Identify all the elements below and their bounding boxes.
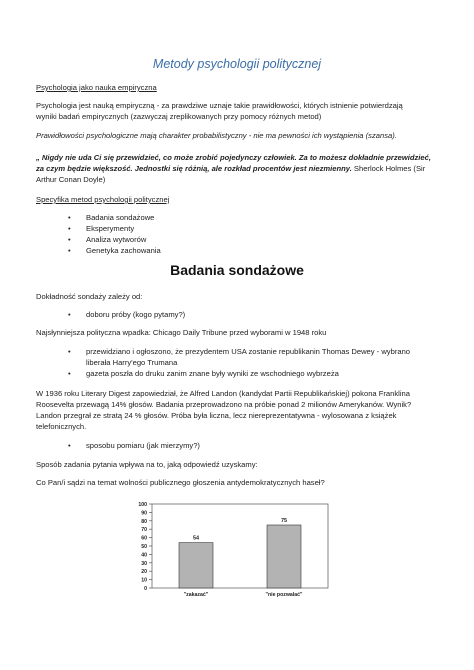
y-tick-label: 40 [141,552,147,559]
quote-line: „ Nigdy nie uda Ci się przewidzieć, co może zrobić pojedynczy człowiek. Za to możesz dokładnie przewidzieć, [36,153,431,162]
list-item [68,346,411,357]
y-tick-label: 80 [141,518,147,525]
list-item [68,245,161,256]
paragraph: Najsłynniejsza polityczna wpadka: Chicago Daily Tribune przed wyborami w 1948 roku [36,328,327,337]
bar-chart [0,500,474,600]
paragraph-line: Landon przegrał ze stratą 24 % głosów. Próba była liczna, lecz niereprezentatywna - wylosowana z książek [36,411,397,420]
paragraph: Co Pan/i sądzi na temat wolności publicznego głoszenia antydemokratycznych haseł? [36,478,325,487]
bullet-icon: • [68,224,71,233]
paragraph-line: Psychologia jest nauką empiryczną - za prawdziwe uznaje takie prawidłowości, których istnienie potwierdzają [36,101,403,110]
y-tick-label: 10 [141,577,147,584]
paragraph: Dokładność sondaży zależy od: [36,292,143,301]
quote-line: Arthur Conan Doyle) [36,175,106,184]
paragraph-line: telefonicznych. [36,422,87,431]
list-item [68,309,186,320]
data-label: 54 [192,535,200,542]
list-item-text: sposobu pomiaru (jak mierzymy?) [86,441,200,450]
paragraph-italic: Prawidłowości psychologiczne mają charakter probabilistyczny - nie ma pewności ich wystąpienia (szansa). [36,131,397,140]
list-item [68,223,135,234]
bullet-icon: • [68,347,71,356]
y-tick-label: 30 [141,560,147,567]
y-tick-label: 20 [141,569,147,576]
y-tick-label: 90 [141,510,147,517]
section-heading-empirical: Psychologia jako nauka empiryczna [36,83,157,92]
paragraph: Sposób zadania pytania wpływa na to, jaką odpowiedź uzyskamy: [36,460,258,469]
paragraph-line: W 1936 roku Literary Digest zapowiedział, że Alfred Landon (kandydat Partii Republikańskiej) pokona Franklina [36,389,410,398]
x-tick-label: "nie pozwalać" [265,592,303,598]
paragraph-line: Roosevelta przewagą 14% głosów. Badania przeprowadzono na próbie ponad 2 milionów Amerykanów. Wynik? [36,400,412,409]
y-tick-label: 60 [141,535,147,542]
section-heading-methods: Specyfika metod psychologii politycznej [36,195,170,204]
list-item-text: Eksperymenty [86,224,135,233]
list-item [68,368,339,379]
list-item [68,440,200,451]
quote-text: za czym będzie większość. Jednostki się różnią, ale rozkład procentów jest niezmienny. [36,164,352,173]
list-item-continuation: liberała Harry'ego Trumana [86,358,178,367]
y-tick-label: 70 [141,527,147,534]
list-item [68,212,155,223]
bar [267,525,301,588]
y-tick-label: 100 [138,502,147,508]
section-title-surveys: Badania sondażowe [170,262,304,278]
bullet-icon: • [68,310,71,319]
quote-author: Sherlock Holmes (Sir [351,164,426,173]
paragraph-line: wyniki badań empirycznych (zazwyczaj zreplikowanych przy pomocy różnych metod) [36,112,322,121]
bullet-icon: • [68,213,71,222]
list-item-text: Analiza wytworów [86,235,147,244]
bar [179,543,213,588]
list-item-text: doboru próby (kogo pytamy?) [86,310,186,319]
list-item-text: Genetyka zachowania [86,246,161,255]
bullet-icon: • [68,369,71,378]
data-label: 75 [280,518,288,524]
quote-line [36,163,441,175]
list-item [68,234,147,245]
y-tick-label: 50 [141,544,147,550]
list-item-text: przewidziano i ogłoszono, że prezydentem USA zostanie republikanin Thomas Dewey - wybrano [86,347,411,356]
x-tick-label: "zakazać" [183,592,209,598]
document-title: Metody psychologii politycznej [152,57,322,71]
bullet-icon: • [68,246,71,255]
list-item-text: Badania sondażowe [86,213,155,222]
y-tick-label: 0 [144,586,147,592]
plot-frame [152,504,328,588]
bullet-icon: • [68,441,71,450]
list-item-text: gazeta poszła do druku zanim znane były wyniki ze wschodniego wybrzeża [86,369,339,378]
bullet-icon: • [68,235,71,244]
